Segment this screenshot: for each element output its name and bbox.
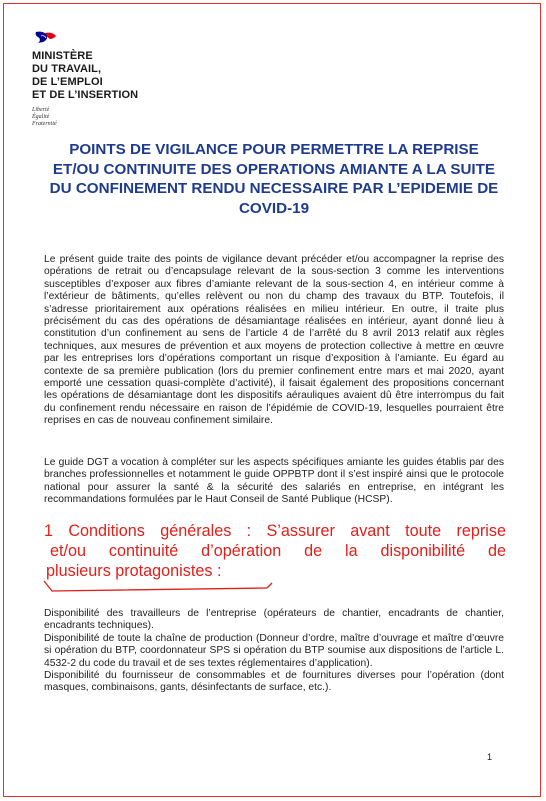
motto-line: Égalité [32, 114, 50, 120]
section-heading-line: plusieurs protagonistes : [46, 562, 222, 580]
marianne-logo-icon [32, 30, 58, 44]
ministry-line: DE L’EMPLOI [32, 76, 103, 88]
ministry-line: MINISTÈRE [32, 50, 93, 62]
ministry-line: ET DE L’INSERTION [32, 89, 139, 101]
list-item: Disponibilité des travailleurs de l’entreprise (opérateurs de chantier, encadrants de chantier, encadrants techniques). [44, 608, 504, 632]
list-item: Disponibilité du fournisseur de consommables et de fournitures diverses pour l’opération (dont masques, combinaisons, gants, désinfectants de surface, etc.). [44, 670, 504, 694]
protagonists-list [44, 608, 504, 695]
motto-line: Fraternité [32, 121, 57, 127]
republic-motto [32, 107, 138, 128]
ministry-name [32, 50, 138, 102]
ministry-line: DU TRAVAIL, [32, 63, 102, 75]
ministry-logo [32, 30, 138, 128]
document-page [3, 3, 541, 797]
document-title: POINTS DE VIGILANCE POUR PERMETTRE LA REPRISE ET/OU CONTINUITE DES OPERATIONS AMIANTE A LA SUITE DU CONFINEMENT RENDU NECESSAIRE PAR L’EPIDEMIE DE COVID-19 [49, 141, 499, 217]
page-number: 1 [487, 752, 493, 762]
list-item: Disponibilité de toute la chaîne de production (Donneur d’ordre, maître d’ouvrage et maître d’œuvre si opération du BTP, coordonnateur SPS si opération du BTP soumise aux dispositions de l’article L. 4532-2 du code du travail et de ses textes réglementaires d’application). [44, 632, 504, 669]
section-heading [44, 521, 506, 581]
motto-line: Liberté [32, 107, 50, 113]
guide-paragraph: Le guide DGT a vocation à compléter sur les aspects spécifiques amiante les guides établis par des branches professionnelles et notamment le guide OPPBTP dont il s’est inspiré ainsi que le protocole national pour assurer la santé & la sécurité des salariés en entreprise, en intégrant les recommandations formulées par le Haut Conseil de Santé Publique (HCSP). [44, 457, 504, 506]
intro-paragraph: Le présent guide traite des points de vigilance devant précéder et/ou accompagner la reprise des opérations de retrait ou d’encapsulage relevant de la sous-section 3 comme les interventions susceptibles d’exposer aux fibres d’amiante relevant de la sous-section 4, en intérieur comme à l’extérieur de bâtiments, qu’elles relèvent ou non du champ des travaux du BTP. Toutefois, il s’adresse prioritairement aux opérations réalisées en milieu intérieur. En outre, il traite plus précisément du cas des opérations de désamiantage réalisées en intérieur, ayant donné lieu à constitution d’un confinement au sens de l’article 4 de l’arrêté du 8 avril 2013 relatif aux règles techniques, aux mesures de prévention et aux moyens de protection collective à mettre en œuvre par les entreprises lors d’opérations comportant un risque d’exposition à l’amiante. Eu égard au contexte de sa première publication (lors du premier confinement entre mars et mai 2020, ayant emporté une cessation quasi-complète d’activité), il faisait également des propositions concernant les opérations de désamiantage dont les dispositifs aérauliques avaient dû être interrompus du fait du confinement rendu nécessaire en raison de l’épidémie de COVID-19, lesquelles pourraient être reprises en cas de nouveau confinement similaire. [44, 254, 504, 427]
handwritten-underline-mark [42, 575, 282, 595]
section-heading-line: 1 Conditions générales : S’assurer avant toute reprise [44, 522, 506, 540]
section-heading-line: et/ou continuité d’opération de la disponibilité de [50, 542, 506, 560]
